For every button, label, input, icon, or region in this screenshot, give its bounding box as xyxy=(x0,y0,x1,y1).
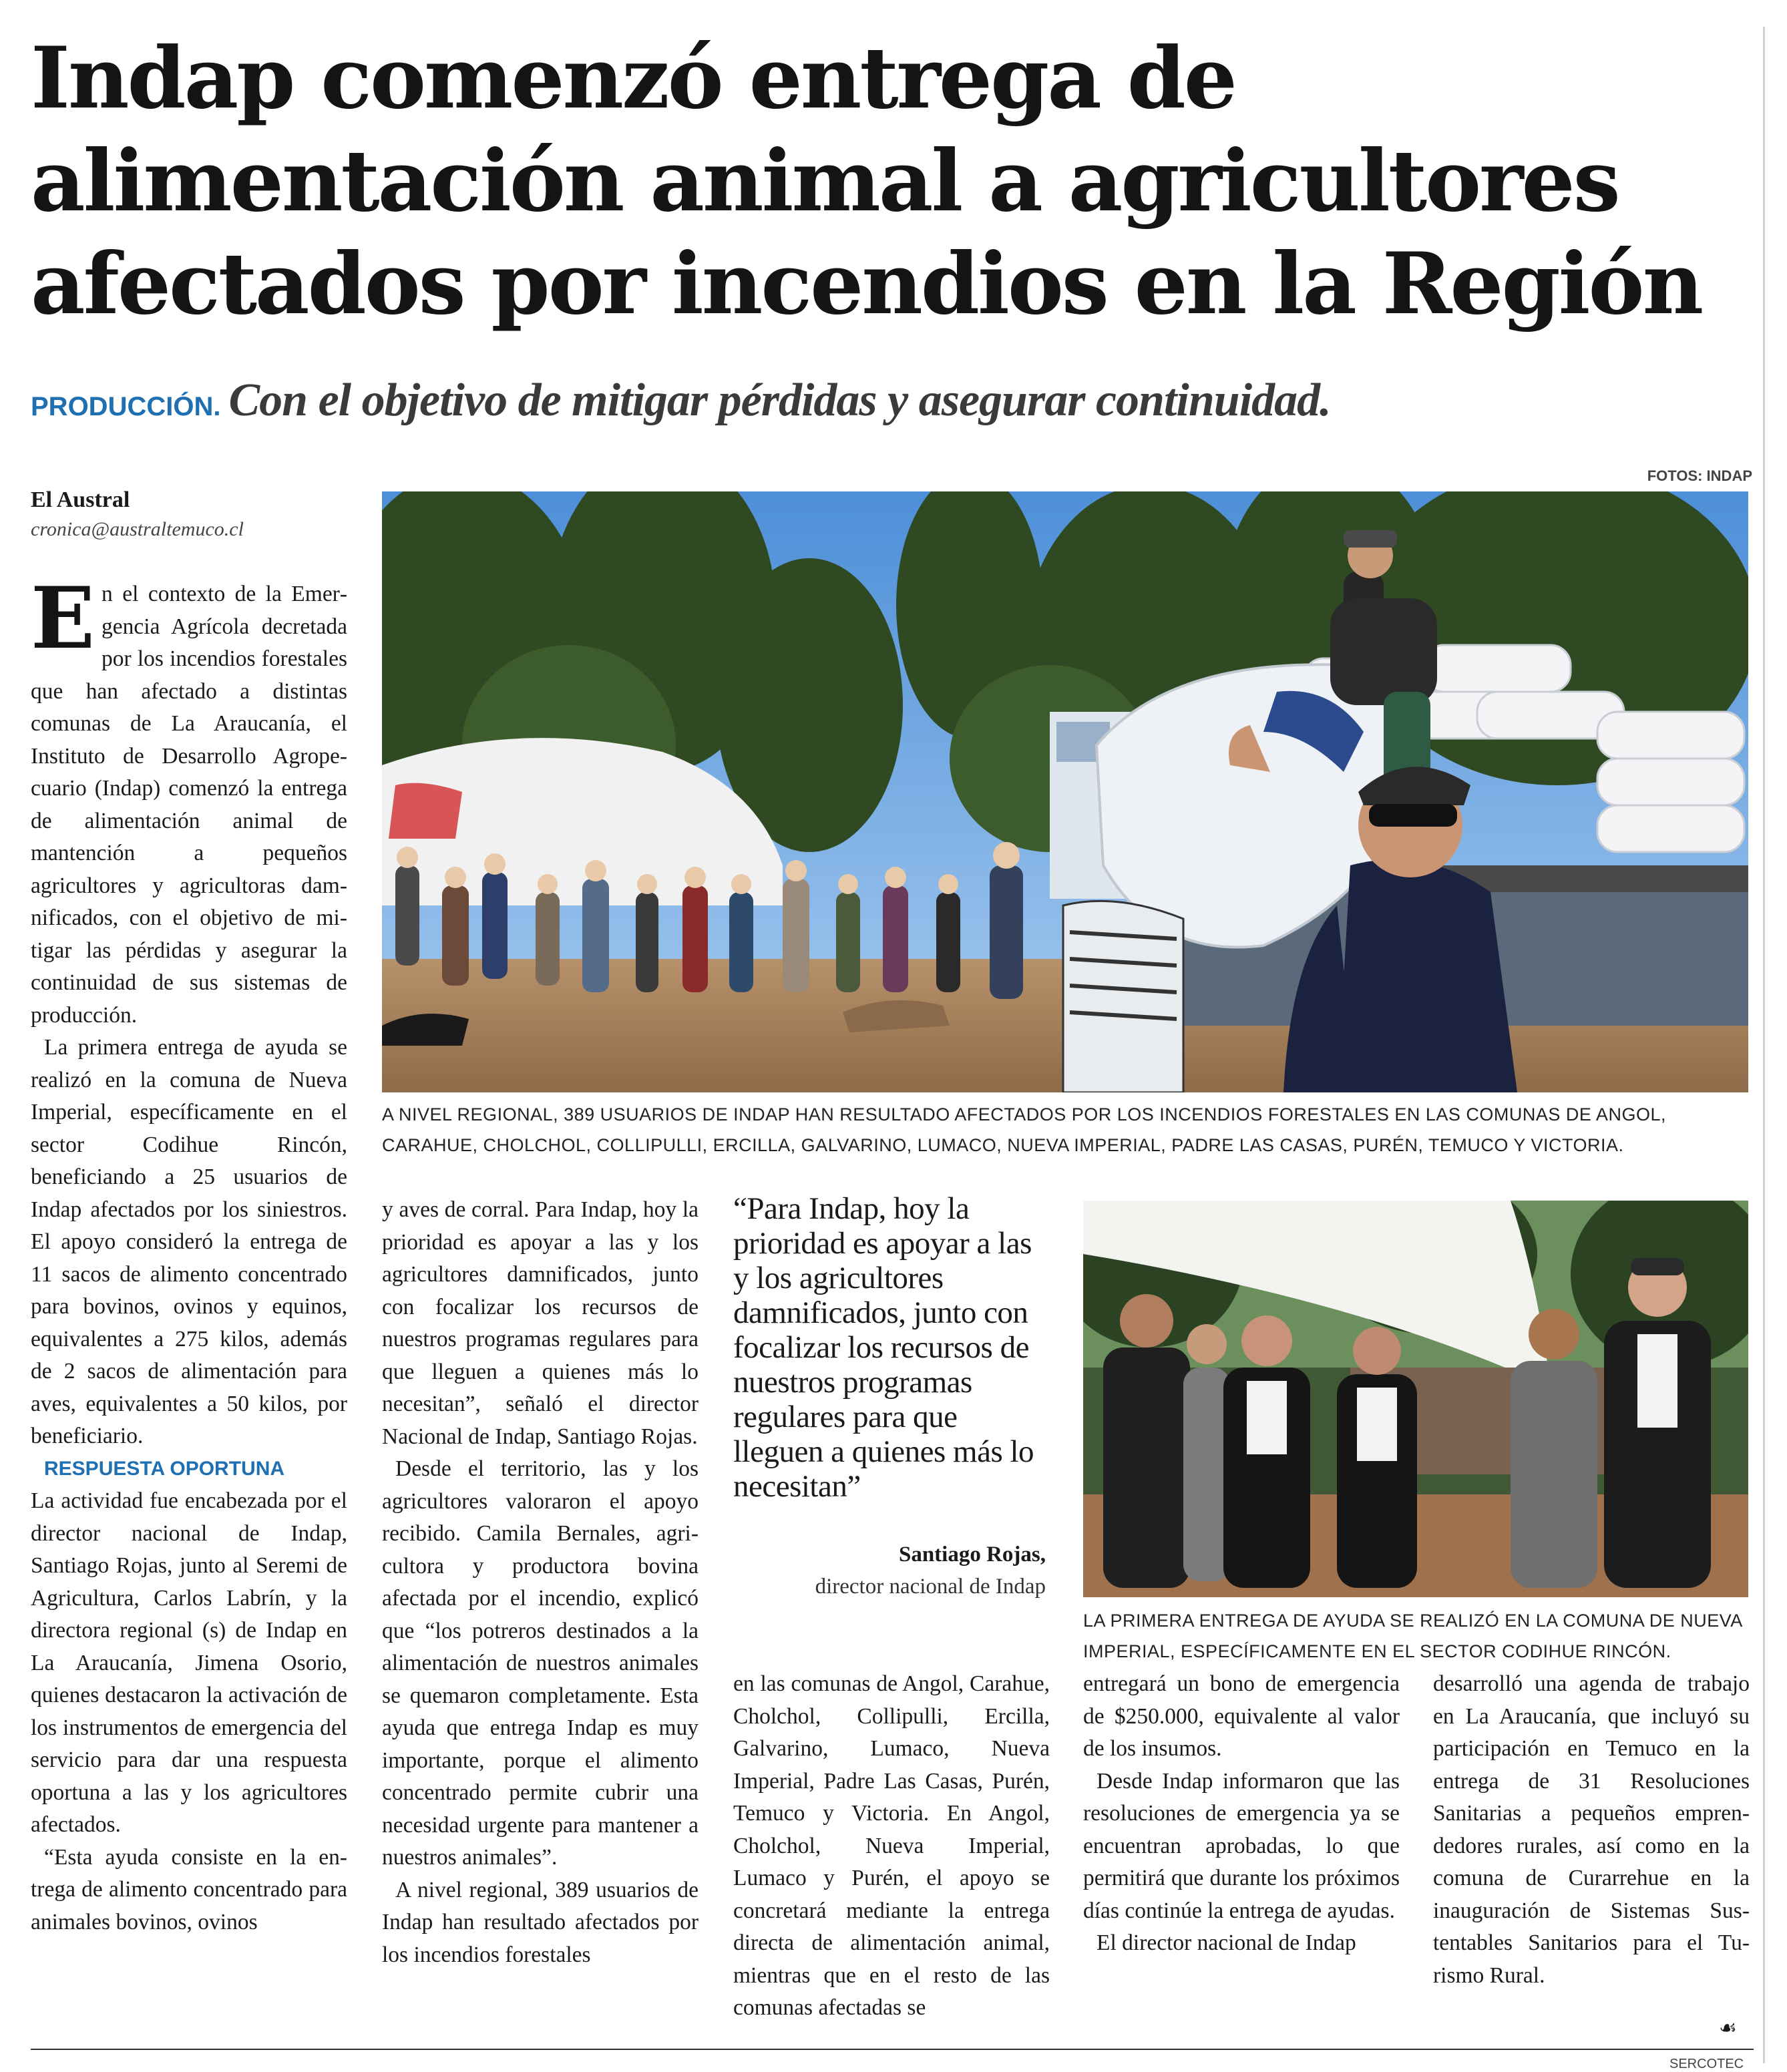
paragraph: La actividad fue encabezada por el director nacional de Indap, Santiago Rojas, junto al Seremi de Agricultura, Carlos Labrín, y la directora regional (s) de Indap en La Araucanía, Jimena Osorio, quienes destacaron la activación de los instrumentos de emergencia del servicio para dar una respuesta oportuna a las y los agricultores afectados. xyxy=(31,1488,347,1837)
byline-author: El Austral xyxy=(31,487,130,512)
lead-text: n el contexto de la Emergencia Agrícola decretada por los incendios forestales que han afectado a distintas comunas de La Araucanía, el Instituto de Desarrollo Agropecuario (Indap) comenzó la entrega de alimentación animal de mantención a pequeños agricultores y agricultoras damnificados, con el objetivo de mitigar las pérdidas y asegurar la continuidad de sus sistemas de producción. xyxy=(31,582,347,1028)
end-mark: ☙ xyxy=(1719,2017,1737,2040)
paragraph: y aves de corral. Para Indap, hoy la prioridad es apoyar a las y los agricultores damnificados, junto con focalizar los recursos de nuestros programas regulares para que lleguen a quienes más lo necesitan”, señaló el director Nacional de Indap, Santiago Rojas. xyxy=(382,1197,699,1449)
pull-quote: “Para Indap, hoy la prioridad es apoyar a las y los agricultores damnificados, junto con focalizar los recursos de nuestros programas regulares para que lleguen a quienes más lo necesitan” xyxy=(733,1191,1034,1504)
column-2 xyxy=(382,1194,699,1971)
column-5 xyxy=(1433,1668,1750,1992)
deck xyxy=(31,374,1740,427)
headline: Indap comenzó entrega de alimentación animal a agricultores afectados por incendios en la Región xyxy=(31,29,1702,333)
main-photo-illustration xyxy=(382,491,1748,1092)
page-edge-rule xyxy=(1763,27,1765,2063)
column-1 xyxy=(31,569,347,1938)
main-photo xyxy=(382,491,1748,1092)
byline-email: cronica@australtemuco.cl xyxy=(31,518,244,540)
paragraph: Desde Indap informaron que las resoluciones de emergencia ya se encuentran aprobadas, lo que permitirá que durante los próximos días continúe la entrega de ayudas. xyxy=(1083,1768,1400,1923)
paragraph: La primera entrega de ayuda se realizó en la comuna de Nueva Imperial, específicamente en el sector Codihue Rincón, beneficiando a 25 usuarios de Indap afectados por los siniestros. El apoyo consideró la entrega de 11 sacos de alimento concentrado para bovinos, ovinos y equinos, equivalentes a 275 kilos, además de 2 sacos de alimentación para aves, equivalentes a 50 kilos, por beneficiario. xyxy=(31,1035,347,1448)
lead-paragraph xyxy=(31,569,347,1032)
paragraph: A nivel regional, 389 usuarios de Indap han resultado afectados por los incendios forestales xyxy=(382,1877,699,1967)
second-photo-illustration xyxy=(1083,1201,1748,1597)
column-4 xyxy=(1083,1668,1400,1960)
section-kicker: PRODUCCIÓN. xyxy=(31,392,221,421)
paragraph: entregará un bono de emergencia de $250.000, equivalente al valor de los insumos. xyxy=(1083,1671,1400,1761)
paragraph: desarrolló una agenda de trabajo en La Araucanía, que incluyó su participación en Temuco en la entrega de 31 Resoluciones Sanitarias a pequeños emprendedores rurales, así como en la comuna de Curarrehue en la inauguración de Sistemas Sustentables Sanitarios para el Turismo Rural. xyxy=(1433,1671,1750,1988)
drop-cap: E xyxy=(31,569,95,668)
main-photo-caption: A NIVEL REGIONAL, 389 USUARIOS DE INDAP HAN RESULTADO AFECTADOS POR LOS INCENDIOS FORESTALES EN LAS COMUNAS DE ANGOL, CARAHUE, CHOLCHOL, COLLIPULLI, ERCILLA, GALVARINO, LUMACO, NUEVA IMPERIAL, PADRE LAS CASAS, PURÉN, TEMUCO Y VICTORIA. xyxy=(382,1104,1666,1155)
paragraph: Desde el territorio, las y los agricultores valoraron el apoyo recibido. Camila Bernales, agricultora y productora bovina afectada por el incendio, explicó que “los potreros destinados a la alimentación de nuestros animales se quemaron completamente. Esta ayuda que entrega Indap es muy importante, porque el alimento concentrado permite cubrir una necesidad urgente para mantener a nuestros animales”. xyxy=(382,1456,699,1870)
subhead-respuesta-oportuna: RESPUESTA OPORTUNA xyxy=(44,1457,285,1480)
second-photo xyxy=(1083,1201,1748,1597)
column-3 xyxy=(733,1668,1050,2025)
bottom-rule xyxy=(31,2049,1754,2050)
paragraph: “Esta ayuda consiste en la entrega de alimento concentrado para animales bovinos, ovinos xyxy=(31,1844,347,1934)
second-photo-caption: LA PRIMERA ENTREGA DE AYUDA SE REALIZÓ EN LA COMUNA DE NUEVA IMPERIAL, ESPECÍFICAMENTE EN EL SECTOR CODIHUE RINCÓN. xyxy=(1083,1611,1742,1661)
paragraph: El director nacional de Indap xyxy=(1097,1930,1356,1955)
pull-quote-author: Santiago Rojas, xyxy=(898,1542,1046,1567)
footer-tag: SERCOTEC xyxy=(1669,2057,1744,2071)
subtitle: Con el objetivo de mitigar pérdidas y asegurar continuidad. xyxy=(228,375,1331,426)
pull-quote-role: director nacional de Indap xyxy=(815,1575,1046,1599)
photo-credit: FOTOS: INDAP xyxy=(1647,467,1752,484)
paragraph: en las comunas de Angol, Carahue, Cholchol, Collipulli, Ercilla, Galvarino, Lumaco, Nueva Imperial, Padre Las Casas, Purén, Temuco y Victoria. En Angol, Cholchol, Nueva Imperial, Lumaco y Purén, el apoyo se concretará mediante la entrega directa de alimentación animal, mientras que en el resto de las comunas afectadas se xyxy=(733,1671,1050,2020)
